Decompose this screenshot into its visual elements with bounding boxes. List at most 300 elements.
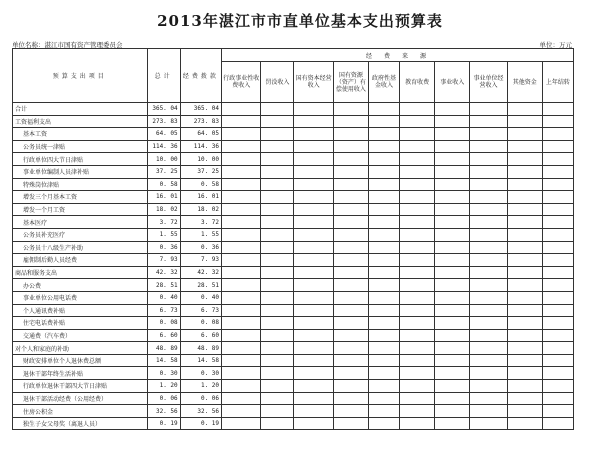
row-source-cell	[368, 178, 399, 191]
row-source-cell	[507, 115, 542, 128]
row-total: 37. 25	[147, 165, 180, 178]
row-source-cell	[542, 203, 573, 216]
row-source-cell	[368, 291, 399, 304]
row-total: 18. 02	[147, 203, 180, 216]
row-source-cell	[542, 291, 573, 304]
row-label: 交通费（汽车费）	[13, 329, 148, 342]
row-source-cell	[294, 329, 333, 342]
row-total: 28. 51	[147, 279, 180, 292]
row-source-cell	[470, 191, 507, 204]
row-source-cell	[333, 367, 368, 380]
row-source-cell	[368, 241, 399, 254]
row-source-cell	[542, 417, 573, 430]
row-source-cell	[333, 128, 368, 141]
row-source-cell	[400, 254, 435, 267]
row-source-cell	[470, 279, 507, 292]
table-row	[13, 228, 574, 241]
row-appropriation: 18. 02	[180, 203, 221, 216]
row-label: 住房公积金	[13, 405, 148, 418]
row-source-cell	[400, 216, 435, 229]
row-source-cell	[507, 228, 542, 241]
row-source-cell	[470, 254, 507, 267]
row-source-cell	[400, 178, 435, 191]
row-source-cell	[470, 128, 507, 141]
row-source-cell	[333, 103, 368, 116]
row-source-cell	[507, 128, 542, 141]
row-source-cell	[435, 128, 470, 141]
row-source-cell	[435, 203, 470, 216]
row-source-cell	[400, 367, 435, 380]
row-source-cell	[470, 317, 507, 330]
row-source-cell	[222, 203, 261, 216]
row-label: 住宅电话费补贴	[13, 317, 148, 330]
row-source-cell	[294, 128, 333, 141]
row-source-cell	[333, 254, 368, 267]
row-source-cell	[222, 405, 261, 418]
row-total: 0. 06	[147, 392, 180, 405]
row-source-cell	[222, 317, 261, 330]
row-source-cell	[333, 216, 368, 229]
row-source-cell	[333, 279, 368, 292]
row-source-cell	[435, 329, 470, 342]
row-source-cell	[542, 228, 573, 241]
row-source-cell	[435, 241, 470, 254]
row-appropriation: 6. 60	[180, 329, 221, 342]
table-row	[13, 342, 574, 355]
row-source-cell	[368, 153, 399, 166]
header-source: 其他资金	[507, 62, 542, 103]
row-source-cell	[368, 128, 399, 141]
row-source-cell	[294, 304, 333, 317]
row-source-cell	[507, 254, 542, 267]
row-source-cell	[542, 178, 573, 191]
row-appropriation: 14. 58	[180, 354, 221, 367]
row-source-cell	[333, 241, 368, 254]
row-source-cell	[470, 405, 507, 418]
row-source-cell	[542, 254, 573, 267]
row-source-cell	[368, 203, 399, 216]
row-source-cell	[470, 367, 507, 380]
row-source-cell	[261, 291, 294, 304]
row-source-cell	[261, 153, 294, 166]
row-total: 42. 32	[147, 266, 180, 279]
row-source-cell	[294, 254, 333, 267]
row-source-cell	[470, 342, 507, 355]
row-source-cell	[222, 140, 261, 153]
row-source-cell	[542, 329, 573, 342]
row-source-cell	[261, 103, 294, 116]
row-source-cell	[261, 216, 294, 229]
table-row	[13, 291, 574, 304]
table-row	[13, 304, 574, 317]
row-source-cell	[400, 128, 435, 141]
row-source-cell	[435, 266, 470, 279]
row-appropriation: 10. 00	[180, 153, 221, 166]
row-source-cell	[470, 178, 507, 191]
row-source-cell	[222, 178, 261, 191]
row-appropriation: 0. 06	[180, 392, 221, 405]
row-total: 64. 05	[147, 128, 180, 141]
row-total: 273. 83	[147, 115, 180, 128]
row-source-cell	[400, 140, 435, 153]
row-source-cell	[470, 115, 507, 128]
row-source-cell	[333, 153, 368, 166]
row-source-cell	[507, 329, 542, 342]
row-source-cell	[294, 153, 333, 166]
row-total: 48. 89	[147, 342, 180, 355]
row-source-cell	[294, 178, 333, 191]
row-source-cell	[542, 103, 573, 116]
row-source-cell	[261, 140, 294, 153]
row-source-cell	[368, 228, 399, 241]
row-source-cell	[470, 228, 507, 241]
row-source-cell	[222, 115, 261, 128]
row-source-cell	[400, 165, 435, 178]
row-label: 基本医疗	[13, 216, 148, 229]
row-source-cell	[261, 329, 294, 342]
row-source-cell	[368, 216, 399, 229]
row-source-cell	[435, 178, 470, 191]
row-source-cell	[333, 354, 368, 367]
row-source-cell	[542, 367, 573, 380]
row-source-cell	[222, 254, 261, 267]
row-source-cell	[507, 317, 542, 330]
row-source-cell	[261, 279, 294, 292]
row-source-cell	[507, 165, 542, 178]
row-source-cell	[368, 392, 399, 405]
row-source-cell	[470, 304, 507, 317]
table-row	[13, 367, 574, 380]
row-source-cell	[261, 128, 294, 141]
row-source-cell	[261, 115, 294, 128]
table-row	[13, 417, 574, 430]
row-appropriation: 114. 36	[180, 140, 221, 153]
row-source-cell	[261, 354, 294, 367]
header-source: 行政事业性收费收入	[222, 62, 261, 103]
row-label: 公务员十八级生产补助	[13, 241, 148, 254]
row-source-cell	[294, 165, 333, 178]
header-source: 教育收费	[400, 62, 435, 103]
row-source-cell	[294, 380, 333, 393]
row-source-cell	[294, 317, 333, 330]
table-row	[13, 178, 574, 191]
row-label: 雇佣制后勤人员经费	[13, 254, 148, 267]
row-source-cell	[294, 241, 333, 254]
row-source-cell	[368, 317, 399, 330]
row-source-cell	[542, 317, 573, 330]
row-source-cell	[368, 367, 399, 380]
budget-table	[12, 48, 574, 430]
table-row	[13, 405, 574, 418]
unit-name: 单位名称：湛江市国有资产管理委员会	[12, 41, 123, 49]
row-source-cell	[294, 367, 333, 380]
row-source-cell	[261, 241, 294, 254]
row-source-cell	[400, 392, 435, 405]
row-source-cell	[507, 266, 542, 279]
table-row	[13, 165, 574, 178]
header-total: 总计	[147, 49, 180, 103]
row-source-cell	[470, 380, 507, 393]
row-source-cell	[294, 140, 333, 153]
row-source-cell	[400, 405, 435, 418]
table-row	[13, 392, 574, 405]
row-source-cell	[333, 266, 368, 279]
row-source-cell	[542, 342, 573, 355]
row-label: 退休干部活动经费（公用经费）	[13, 392, 148, 405]
row-label: 独生子女父母奖（离退人员）	[13, 417, 148, 430]
row-source-cell	[542, 266, 573, 279]
row-source-cell	[542, 140, 573, 153]
row-source-cell	[435, 191, 470, 204]
row-source-cell	[222, 342, 261, 355]
row-source-cell	[333, 203, 368, 216]
row-source-cell	[368, 191, 399, 204]
row-source-cell	[294, 354, 333, 367]
row-source-cell	[470, 354, 507, 367]
row-label: 财政安排单位个人退休费总额	[13, 354, 148, 367]
row-source-cell	[261, 392, 294, 405]
row-source-cell	[542, 191, 573, 204]
row-source-cell	[261, 304, 294, 317]
header-source: 上年结转	[542, 62, 573, 103]
table-row	[13, 279, 574, 292]
row-source-cell	[542, 354, 573, 367]
row-source-cell	[435, 216, 470, 229]
table-row	[13, 254, 574, 267]
row-source-cell	[333, 115, 368, 128]
row-source-cell	[368, 266, 399, 279]
row-source-cell	[222, 153, 261, 166]
row-source-cell	[333, 342, 368, 355]
row-source-cell	[470, 291, 507, 304]
row-source-cell	[542, 392, 573, 405]
row-source-cell	[333, 304, 368, 317]
header-source: 事业单位经营收入	[470, 62, 507, 103]
row-source-cell	[435, 367, 470, 380]
row-source-cell	[507, 216, 542, 229]
row-source-cell	[542, 279, 573, 292]
row-source-cell	[294, 417, 333, 430]
row-source-cell	[435, 317, 470, 330]
row-source-cell	[507, 203, 542, 216]
row-source-cell	[470, 392, 507, 405]
row-source-cell	[400, 317, 435, 330]
row-source-cell	[333, 178, 368, 191]
row-label: 对个人和家庭的补助	[13, 342, 148, 355]
row-appropriation: 0. 40	[180, 291, 221, 304]
row-source-cell	[222, 241, 261, 254]
row-appropriation: 64. 05	[180, 128, 221, 141]
row-source-cell	[294, 115, 333, 128]
row-appropriation: 1. 20	[180, 380, 221, 393]
row-appropriation: 0. 30	[180, 367, 221, 380]
table-row	[13, 103, 574, 116]
row-total: 6. 60	[147, 329, 180, 342]
row-appropriation: 6. 73	[180, 304, 221, 317]
row-source-cell	[294, 191, 333, 204]
row-source-cell	[333, 165, 368, 178]
row-label: 退休干部年终生活补贴	[13, 367, 148, 380]
row-appropriation: 16. 01	[180, 191, 221, 204]
row-source-cell	[222, 266, 261, 279]
header-source-group: 经 费 来 源	[222, 49, 574, 62]
row-source-cell	[333, 140, 368, 153]
row-source-cell	[261, 367, 294, 380]
row-source-cell	[222, 216, 261, 229]
row-source-cell	[470, 140, 507, 153]
row-source-cell	[333, 405, 368, 418]
row-source-cell	[507, 140, 542, 153]
row-source-cell	[333, 317, 368, 330]
row-source-cell	[333, 329, 368, 342]
header-source: 国有资本经营收入	[294, 62, 333, 103]
row-source-cell	[261, 342, 294, 355]
row-source-cell	[507, 405, 542, 418]
row-total: 0. 30	[147, 367, 180, 380]
table-row	[13, 380, 574, 393]
row-source-cell	[261, 165, 294, 178]
row-source-cell	[400, 241, 435, 254]
row-label: 商品和服务支出	[13, 266, 148, 279]
row-source-cell	[542, 165, 573, 178]
row-source-cell	[261, 203, 294, 216]
row-appropriation: 7. 93	[180, 254, 221, 267]
header-source: 国有资源（资产）有偿使用收入	[333, 62, 368, 103]
row-source-cell	[507, 241, 542, 254]
money-unit: 单位：万元	[539, 41, 572, 49]
row-source-cell	[222, 354, 261, 367]
row-source-cell	[400, 228, 435, 241]
row-appropriation: 1. 55	[180, 228, 221, 241]
row-source-cell	[294, 216, 333, 229]
row-source-cell	[368, 354, 399, 367]
row-source-cell	[435, 153, 470, 166]
row-source-cell	[470, 266, 507, 279]
row-source-cell	[400, 115, 435, 128]
row-source-cell	[400, 191, 435, 204]
row-source-cell	[368, 329, 399, 342]
row-appropriation: 3. 72	[180, 216, 221, 229]
row-source-cell	[261, 178, 294, 191]
header-source: 政府性基金收入	[368, 62, 399, 103]
row-source-cell	[542, 405, 573, 418]
row-source-cell	[261, 417, 294, 430]
row-label: 公务员统一津贴	[13, 140, 148, 153]
row-source-cell	[222, 329, 261, 342]
row-source-cell	[507, 103, 542, 116]
row-source-cell	[507, 417, 542, 430]
header-appropriation: 经费拨款	[180, 49, 221, 103]
row-appropriation: 32. 56	[180, 405, 221, 418]
row-source-cell	[470, 153, 507, 166]
table-row	[13, 216, 574, 229]
row-label: 事业单位公用电话费	[13, 291, 148, 304]
row-source-cell	[333, 417, 368, 430]
row-label: 个人通讯费补贴	[13, 304, 148, 317]
row-appropriation: 37. 25	[180, 165, 221, 178]
row-source-cell	[507, 191, 542, 204]
row-source-cell	[294, 342, 333, 355]
row-source-cell	[507, 153, 542, 166]
row-source-cell	[507, 342, 542, 355]
row-source-cell	[507, 304, 542, 317]
row-source-cell	[400, 304, 435, 317]
row-source-cell	[333, 291, 368, 304]
row-source-cell	[400, 354, 435, 367]
header-item: 预算支出项目	[13, 49, 148, 103]
row-label: 基本工资	[13, 128, 148, 141]
row-source-cell	[507, 354, 542, 367]
row-source-cell	[542, 241, 573, 254]
row-source-cell	[222, 417, 261, 430]
row-total: 7. 93	[147, 254, 180, 267]
table-row	[13, 317, 574, 330]
row-source-cell	[400, 153, 435, 166]
row-total: 365. 04	[147, 103, 180, 116]
row-source-cell	[222, 228, 261, 241]
row-total: 114. 36	[147, 140, 180, 153]
row-source-cell	[222, 304, 261, 317]
row-appropriation: 0. 08	[180, 317, 221, 330]
row-source-cell	[400, 380, 435, 393]
row-source-cell	[222, 367, 261, 380]
row-source-cell	[470, 165, 507, 178]
row-source-cell	[294, 291, 333, 304]
row-source-cell	[435, 417, 470, 430]
row-source-cell	[542, 128, 573, 141]
row-total: 14. 58	[147, 354, 180, 367]
row-source-cell	[435, 279, 470, 292]
row-source-cell	[435, 342, 470, 355]
row-source-cell	[261, 266, 294, 279]
row-label: 行政单位四大节日津贴	[13, 153, 148, 166]
row-source-cell	[368, 304, 399, 317]
row-source-cell	[435, 115, 470, 128]
row-appropriation: 0. 36	[180, 241, 221, 254]
row-source-cell	[400, 329, 435, 342]
row-source-cell	[261, 380, 294, 393]
row-source-cell	[222, 279, 261, 292]
row-source-cell	[261, 228, 294, 241]
row-source-cell	[222, 191, 261, 204]
row-source-cell	[368, 165, 399, 178]
row-source-cell	[222, 128, 261, 141]
budget-rows	[13, 103, 574, 430]
row-total: 16. 01	[147, 191, 180, 204]
row-label: 工资福利支出	[13, 115, 148, 128]
row-label: 事业单位编制人员津补贴	[13, 165, 148, 178]
row-source-cell	[542, 153, 573, 166]
row-appropriation: 365. 04	[180, 103, 221, 116]
row-total: 32. 56	[147, 405, 180, 418]
row-source-cell	[435, 380, 470, 393]
row-source-cell	[507, 291, 542, 304]
table-row	[13, 329, 574, 342]
row-source-cell	[470, 216, 507, 229]
row-appropriation: 273. 83	[180, 115, 221, 128]
row-source-cell	[400, 203, 435, 216]
table-row	[13, 140, 574, 153]
row-source-cell	[400, 417, 435, 430]
row-source-cell	[470, 329, 507, 342]
table-row	[13, 115, 574, 128]
row-source-cell	[507, 367, 542, 380]
row-label: 增发一个月工资	[13, 203, 148, 216]
row-total: 3. 72	[147, 216, 180, 229]
row-source-cell	[294, 103, 333, 116]
row-label: 行政单位退休干部四大节日津贴	[13, 380, 148, 393]
row-total: 0. 08	[147, 317, 180, 330]
